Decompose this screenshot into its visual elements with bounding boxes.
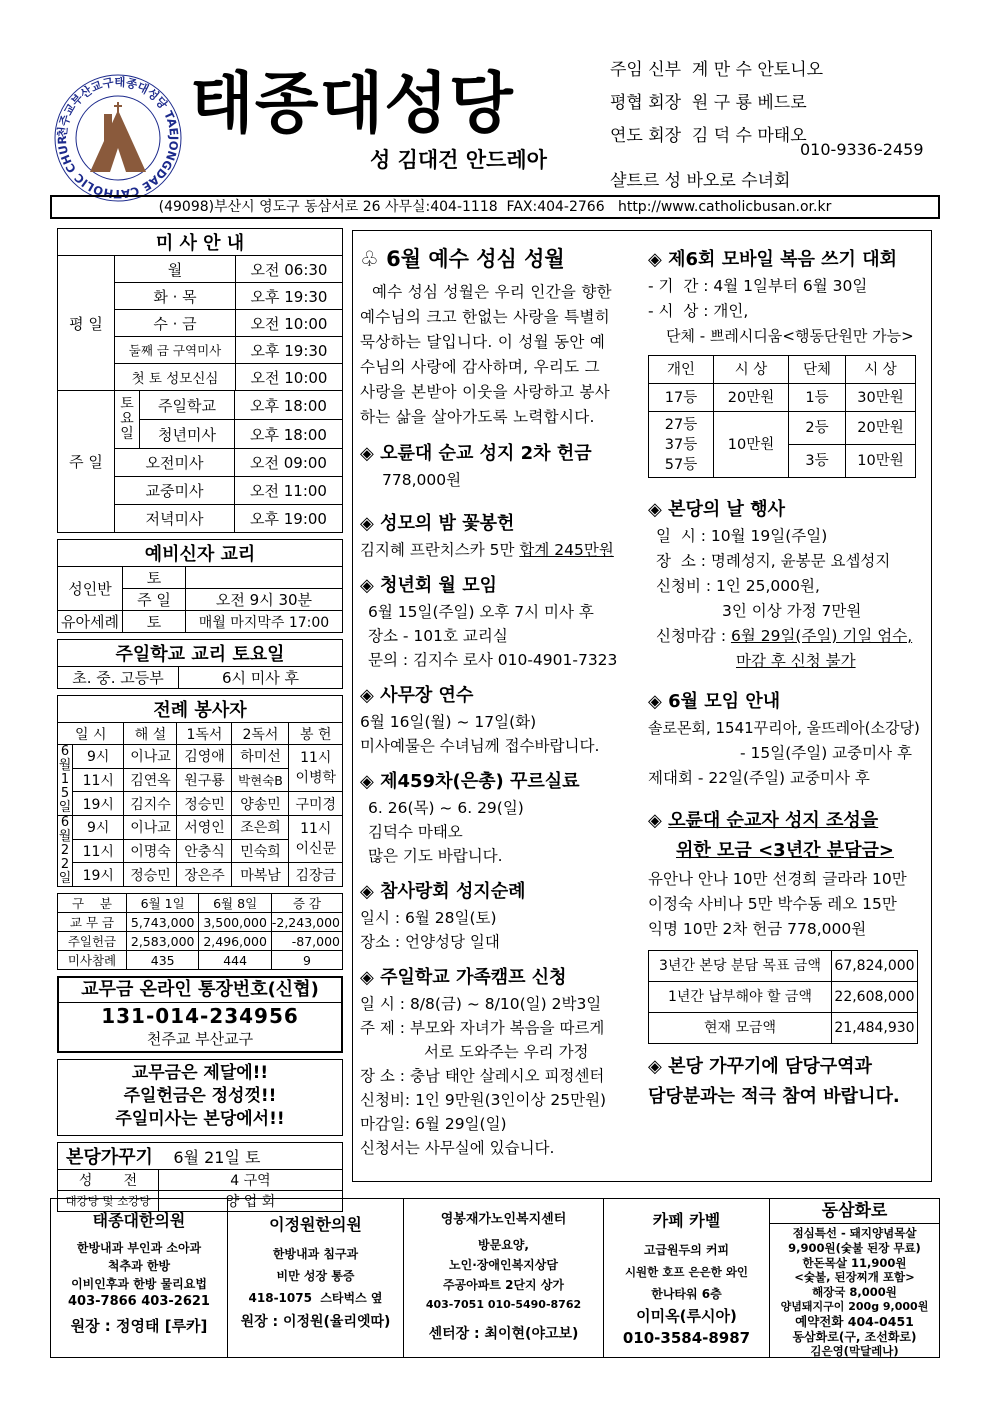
ads-row (50, 1198, 940, 1358)
clover-icon: ♧ (360, 247, 379, 271)
prize-rank: 37등 (664, 436, 698, 453)
offering-time: 11시 (300, 821, 332, 838)
liturgy-date-text: 6월22일 (58, 815, 72, 886)
ad-dongsam-hwaro (770, 1198, 940, 1358)
liturgy-header: 2독서 (232, 723, 289, 745)
prize-ranks (649, 412, 714, 478)
section-mobile (648, 246, 928, 274)
fund-value: 21,484,930 (832, 1013, 918, 1044)
section-title: 제6회 모바일 복음 쓰기 대회 (668, 249, 897, 270)
ad-line: 노인·장애인복지상담 (449, 1258, 558, 1272)
feast-line: 장 소 : 명례성지, 윤봉문 요셉성지 (656, 552, 891, 570)
section-flower (360, 510, 642, 538)
fund-label: 현재 모금액 (649, 1013, 832, 1044)
feast-line: 일 시 : 10월 19일(주일) (656, 527, 828, 545)
sisters: 샬트르 성 바오로 수녀회 (610, 171, 791, 191)
section-pilgrim (360, 878, 642, 906)
prize-cell: 17등 (649, 384, 714, 412)
flower-text (360, 538, 642, 562)
section-title: 6월 모임 안내 (668, 691, 781, 712)
notice-line: 담당분과는 적극 참여 바랍니다. (648, 1086, 900, 1107)
ad-line: 한방내과 부인과 소아과 (76, 1241, 202, 1255)
sacristan-line: 미사예물은 수녀님께 접수바랍니다. (360, 737, 600, 755)
section-title: 오륜대 순교 성지 2차 헌금 (380, 443, 592, 464)
youth-line: 6월 15일(주일) 오후 7시 미사 후 (368, 603, 594, 621)
liturgy-cell: 서영인 (177, 816, 232, 840)
feast-line: 마감 후 신청 불가 (736, 652, 856, 670)
prize-header: 단체 (789, 356, 846, 384)
donor-line: 이정숙 사비나 5만 박수동 레오 15만 (648, 895, 897, 913)
ad-line: 9,900원(숯불 된장 무료) (788, 1240, 921, 1255)
oryundae2-amount: 778,000원 (382, 471, 462, 489)
youth-line: 장소 - 101호 교리실 (368, 627, 508, 645)
mass-time: 오후 18:00 (235, 420, 343, 449)
ad-line: 방문요양, (478, 1238, 529, 1252)
section-feast (648, 496, 928, 524)
diamond-icon: ◈ (648, 499, 662, 520)
liturgy-cell: 이나교 (124, 745, 177, 769)
ad-owner: 원장 : 이정원(율리엣따) (240, 1314, 391, 1330)
diamond-icon: ◈ (648, 691, 662, 712)
ad-owner: 원장 : 정영태 [루카] (70, 1317, 208, 1335)
liturgy-date (58, 745, 73, 816)
ad-line: 이비인후과 한방 물리요법 (71, 1277, 207, 1291)
finance-cell: 3,500,000 (199, 913, 271, 932)
fund-value: 67,824,000 (832, 951, 918, 982)
ad-line: 403-7051 010-5490-8762 (425, 1298, 582, 1311)
cleaning-title: 본당가꾸기 (66, 1147, 153, 1168)
camp-line: 주 제 : 부모와 자녀가 복음을 따르게 (360, 1019, 605, 1037)
liturgy-date-text: 6월15일 (58, 744, 72, 815)
cleaning-date: 6월 21일 토 (173, 1148, 261, 1167)
ad-line: 고급원두의 커피 (643, 1243, 730, 1257)
liturgy-cell: 11시 (73, 768, 124, 792)
feast-deadline-date: 6월 29일(주일) 기일 엄수, (730, 627, 913, 645)
meeting-line: - 15일(주일) 교중미사 후 (740, 744, 912, 762)
fund-label: 3년간 본당 분담 목표 금액 (649, 951, 832, 982)
ad-welfare-center (404, 1198, 604, 1358)
feast-deadline-label: 신청마감 : (656, 627, 731, 645)
mobile-prize-table (648, 355, 916, 478)
prize-cell: 3등 (789, 445, 846, 478)
slogan-line: 주일미사는 본당에서!! (115, 1109, 285, 1129)
prize-header: 시 상 (846, 356, 916, 384)
mass-time: 오전 09:00 (235, 449, 343, 477)
finance-table (57, 893, 343, 970)
cursillo-line: 많은 기도 바랍니다. (368, 847, 503, 865)
sunday-school-who: 초. 중. 고등부 (58, 667, 179, 689)
ad-line: 척추과 한방 (107, 1259, 171, 1273)
liturgy-header: 일 시 (58, 723, 124, 745)
cleaning-group: 4 구역 (159, 1170, 343, 1191)
ad-line: 비만 성장 통증 (276, 1269, 355, 1283)
section-title-2: 위한 모금 <3년간 분담금> (676, 840, 894, 861)
section-oryundae (648, 807, 928, 835)
body-line: 수님의 사랑에 감사하며, 우리도 그 (360, 358, 600, 376)
mass-day: 오전미사 (115, 449, 235, 477)
mass-time: 오후 19:30 (236, 283, 343, 310)
infant-baptism: 유아세례 (58, 611, 123, 633)
liturgy-title: 전례 봉사자 (58, 696, 343, 723)
slogan-line: 교무금은 제달에!! (131, 1063, 269, 1083)
svg-text:천주교부산교구태종대성당 TAEJONGDAE CATHOL: 천주교부산교구태종대성당 TAEJONGDAE CATHOLIC CHUR (54, 74, 182, 202)
ad-name: 카페 카벨 (652, 1211, 721, 1230)
ad-cafe-kabel (604, 1198, 770, 1358)
mass-time: 오전 06:30 (236, 256, 343, 283)
mass-time: 오전 11:00 (235, 477, 343, 505)
prize-cell: 20만원 (846, 412, 916, 445)
offering-name: 이신문 (295, 841, 337, 858)
section-title: 사무장 연수 (380, 685, 474, 706)
prize-cell: 10만원 (714, 412, 789, 478)
liturgy-cell: 김지수 (124, 792, 177, 816)
ad-line: 점심특선 - 돼지양념목살 (792, 1226, 917, 1240)
section-title: 청년회 월 모임 (380, 575, 497, 596)
offering-name: 구미경 (289, 792, 343, 816)
ad-line: 주공아파트 2단지 상가 (442, 1278, 565, 1292)
diamond-icon: ◈ (648, 249, 662, 270)
flower-donor: 김지혜 프란치스카 5만 (360, 541, 520, 559)
liturgy-cell: 양송민 (232, 792, 289, 816)
section-camp (360, 964, 642, 992)
church-title: 태종대성당 (190, 65, 514, 142)
camp-line: 장 소 : 충남 태안 살레시오 피정센터 (360, 1067, 605, 1085)
saturday-label-text: 토요일 (120, 396, 134, 442)
ad-line: 403-7866 403-2621 (68, 1294, 210, 1309)
catechumen-day: 토 (123, 611, 186, 633)
mass-time: 오전 10:00 (236, 310, 343, 337)
account-number: 131-014-234956 (101, 1004, 299, 1028)
account-box (57, 976, 343, 1053)
ad-line: 예약전화 404-0451 (795, 1313, 914, 1329)
section-title: 주일학교 가족캠프 신청 (380, 967, 567, 988)
address-text: (49098)부산시 영도구 동삼서로 26 사무실:404-1118 FAX:404-2766 http://www.catholicbusan.or.kr (158, 199, 832, 215)
offering-time: 11시 (300, 750, 332, 767)
ad-name: 영봉재가노인복지센터 (440, 1212, 567, 1227)
mass-time: 오후 18:00 (235, 391, 343, 420)
camp-line: 일 시 : 8/8(금) ~ 8/10(일) 2박3일 (360, 995, 602, 1013)
ad-line: 한나타워 6층 (651, 1287, 722, 1301)
ad-line: 김은영(막달레나) (810, 1344, 899, 1359)
mass-day: 첫 토 성모신심 (115, 364, 236, 391)
staff-pastor: 주임 신부 계 만 수 안토니오 (610, 60, 824, 80)
address-bar (50, 195, 940, 219)
liturgy-cell: 9시 (73, 816, 124, 840)
finance-header: 구 분 (58, 894, 127, 913)
liturgy-cell: 하미선 (232, 745, 289, 769)
liturgy-header: 봉 헌 (289, 723, 343, 745)
mobile-line: - 기 간 : 4월 1일부터 6월 30일 (648, 277, 868, 295)
meeting-line: 솔로몬회, 1541꾸리아, 울뜨레아(소강당) (648, 719, 920, 737)
liturgy-cell: 이나교 (124, 816, 177, 840)
diamond-icon: ◈ (360, 685, 374, 706)
diamond-icon: ◈ (648, 810, 662, 831)
catechumen-blank (186, 567, 343, 589)
catechumen-table (57, 539, 343, 633)
section-sacristan (360, 682, 642, 710)
liturgy-header: 1독서 (177, 723, 232, 745)
mass-day: 청년미사 (140, 420, 235, 449)
ad-line: 시원한 호프 은은한 와인 (624, 1265, 749, 1279)
ad-hanui-taejongdae (50, 1198, 228, 1358)
ad-line: 한방내과 침구과 (272, 1247, 359, 1261)
mass-day: 저녁미사 (115, 505, 235, 533)
diamond-icon: ◈ (648, 1056, 662, 1077)
section-title: 참사랑회 성지순례 (380, 881, 526, 902)
mass-time: 오후 19:00 (235, 505, 343, 533)
finance-cell: 2,583,000 (126, 932, 198, 951)
ad-line: 418-1075 스타벅스 옆 (248, 1291, 383, 1305)
fund-value: 22,608,000 (832, 982, 918, 1013)
diamond-icon: ◈ (360, 575, 374, 596)
diamond-icon: ◈ (360, 881, 374, 902)
liturgy-cell: 정승민 (177, 792, 232, 816)
ad-owner: 센터장 : 최이현(야고보) (428, 1326, 579, 1342)
ad-line: 한돈목살 11,900원 (802, 1255, 907, 1270)
cursillo-line: 김덕수 마태오 (368, 823, 463, 841)
section-meetings (648, 688, 928, 716)
notice (648, 1052, 928, 1112)
liturgy-offering (289, 745, 343, 792)
catechumen-time: 오전 9시 30분 (186, 589, 343, 611)
liturgy-cell: 김영애 (177, 745, 232, 769)
section-youth (360, 572, 642, 600)
patron-saint: 성 김대건 안드레아 (370, 148, 547, 172)
prize-cell: 20만원 (714, 384, 789, 412)
fund-label: 1년간 납부해야 할 금액 (649, 982, 832, 1013)
mass-day: 수 · 금 (115, 310, 236, 337)
camp-line: 마감일: 6월 29일(일) (360, 1115, 507, 1133)
cleaning-header (58, 1143, 343, 1170)
left-column (57, 228, 343, 1212)
liturgy-header: 해 설 (124, 723, 177, 745)
oryundae-table (648, 950, 918, 1044)
mass-day: 주일학교 (140, 391, 235, 420)
sunday-mass-table (57, 390, 343, 533)
ad-phone: 010-3584-8987 (622, 1329, 751, 1347)
sunday-school-table (57, 639, 343, 689)
diamond-icon: ◈ (360, 771, 374, 792)
prize-cell: 30만원 (846, 384, 916, 412)
ad-name: 태종대한의원 (92, 1211, 186, 1230)
sacred-heart-body (360, 280, 642, 430)
feast-line: 신청비 : 1인 25,000원, (656, 577, 820, 595)
finance-header: 6월 8일 (199, 894, 271, 913)
donor-line: 익명 10만 2차 헌금 778,000원 (648, 920, 867, 938)
finance-cell: -2,243,000 (271, 913, 342, 932)
body-line: 하는 삶을 살아가도록 노력합시다. (360, 408, 595, 426)
mass-table (57, 228, 343, 391)
body-line: 예수 성심 성월은 우리 인간을 향한 (372, 283, 612, 301)
prize-cell: 1등 (789, 384, 846, 412)
mass-title: 미 사 안 내 (58, 229, 343, 256)
section-title: 제459차(은총) 꾸르실료 (380, 771, 580, 792)
ad-hanui-ijeongwon (228, 1198, 404, 1358)
camp-line: 서로 도와주는 우리 가정 (424, 1043, 589, 1061)
sacred-heart-title-text: 6월 예수 성심 성월 (386, 247, 565, 271)
adult-class: 성인반 (58, 567, 123, 611)
liturgy-cell: 박현숙B (232, 768, 289, 792)
finance-cell: 9 (271, 951, 342, 970)
meeting-line: 제대회 - 22일(주일) 교중미사 후 (648, 769, 870, 787)
slogan-box (57, 1059, 343, 1136)
finance-cell: 5,743,000 (126, 913, 198, 932)
liturgy-offering (289, 816, 343, 863)
ad-line: 해장국 8,000원 (812, 1285, 897, 1300)
donor-line: 유안나 안나 10만 선경희 글라라 10만 (648, 870, 907, 888)
church-seal (52, 72, 184, 204)
liturgy-cell: 마복남 (232, 863, 289, 887)
pilgrim-line: 일시 : 6월 28일(토) (360, 909, 497, 927)
cleaning-place: 성 전 (58, 1170, 159, 1191)
liturgy-date (58, 816, 73, 887)
staff-phone: 010-9336-2459 (800, 140, 924, 159)
feast-deadline (648, 624, 928, 649)
prize-rank: 27등 (664, 416, 698, 433)
liturgy-cell: 정승민 (124, 863, 177, 887)
body-line: 묵상하는 달입니다. 이 성월 동안 예 (360, 333, 606, 351)
mass-day: 월 (115, 256, 236, 283)
flower-total: 합계 245만원 (519, 541, 614, 559)
finance-header: 6월 1일 (126, 894, 198, 913)
section-title: 본당의 날 행사 (668, 499, 785, 520)
ad-line: <숯불, 된장찌개 포함> (794, 1270, 915, 1285)
catechumen-time: 매월 마지막주 17:00 (186, 611, 343, 633)
liturgy-cell: 19시 (73, 792, 124, 816)
notice-line: 본당 가꾸기에 담당구역과 (668, 1056, 872, 1077)
cleaning-place: 대강당 및 소강당 (58, 1191, 159, 1212)
finance-cell: 2,496,000 (199, 932, 271, 951)
saturday-label (115, 391, 140, 449)
prize-header: 시 상 (714, 356, 789, 384)
account-title: 교무금 온라인 통장번호(신협) (59, 978, 341, 1003)
sacristan-line: 6월 16일(월) ~ 17일(화) (360, 713, 537, 731)
liturgy-cell: 민숙희 (232, 839, 289, 863)
diamond-icon: ◈ (360, 513, 374, 534)
catechumen-day: 토 (123, 567, 186, 589)
sunday-school-time: 6시 미사 후 (179, 667, 343, 689)
offering-name: 김장금 (289, 863, 343, 887)
liturgy-cell: 19시 (73, 863, 124, 887)
sacred-heart-title (360, 244, 642, 274)
liturgy-cell: 조은희 (232, 816, 289, 840)
sunday-label: 주 일 (58, 391, 115, 533)
liturgy-table (57, 695, 343, 887)
cleaning-group: 양 업 회 (159, 1191, 343, 1212)
cursillo-line: 6. 26(목) ~ 6. 29(일) (368, 799, 524, 817)
offering-name: 이병학 (295, 770, 337, 787)
feast-line: 3인 이상 가정 7만원 (722, 602, 862, 620)
liturgy-cell: 이명숙 (124, 839, 177, 863)
slogan-line: 주일헌금은 정성껏!! (123, 1086, 277, 1106)
prize-rank: 57등 (664, 456, 698, 473)
section-title: 오륜대 순교자 성지 조성을 (668, 810, 879, 831)
liturgy-cell: 장은주 (177, 863, 232, 887)
staff-council: 평협 회장 원 구 룡 베드로 (610, 93, 807, 113)
body-line: 사랑을 본받아 이웃을 사랑하고 봉사 (360, 383, 611, 401)
ad-name: 이정원한의원 (269, 1215, 362, 1234)
mobile-line: 단체 - 쁘레시디움<행동단원만 가능> (666, 327, 914, 345)
mobile-line: - 시 상 : 개인, (648, 302, 749, 320)
account-owner: 천주교 부산교구 (146, 1030, 254, 1048)
ad-owner: 이미옥(루시아) (636, 1307, 737, 1325)
finance-cell: 444 (199, 951, 271, 970)
section-title: 성모의 밤 꽃봉헌 (380, 513, 515, 534)
catechumen-title: 예비신자 교리 (58, 540, 343, 567)
finance-cell: 교 무 금 (58, 913, 127, 932)
liturgy-cell: 김연옥 (124, 768, 177, 792)
finance-cell: 435 (126, 951, 198, 970)
weekday-label: 평 일 (58, 256, 115, 391)
camp-line: 신청비: 1인 9만원(3인이상 25만원) (360, 1091, 607, 1109)
mass-day: 화 · 목 (115, 283, 236, 310)
ad-line: 양념돼지구이 200g 9,000원 (780, 1299, 929, 1313)
finance-header: 증 감 (271, 894, 342, 913)
liturgy-cell: 9시 (73, 745, 124, 769)
pilgrim-line: 장소 : 언양성당 일대 (360, 933, 500, 951)
diamond-icon: ◈ (360, 967, 374, 988)
mass-time: 오후 19:30 (236, 337, 343, 364)
prize-cell: 2등 (789, 412, 846, 445)
right-column (648, 246, 928, 1112)
finance-cell: -87,000 (271, 932, 342, 951)
prize-header: 개인 (649, 356, 714, 384)
youth-line: 문의 : 김지수 로사 010-4901-7323 (368, 651, 618, 669)
staff-yeondo: 연도 회장 김 덕 수 마태오 (610, 126, 807, 146)
diamond-icon: ◈ (360, 443, 374, 464)
middle-column (360, 244, 642, 1160)
catechumen-day: 주 일 (123, 589, 186, 611)
liturgy-cell: 11시 (73, 839, 124, 863)
liturgy-cell: 안충식 (177, 839, 232, 863)
section-cursillo (360, 768, 642, 796)
ad-name: 동삼화로 (770, 1199, 939, 1224)
mass-day: 둘째 금 구역미사 (115, 337, 236, 364)
camp-line: 신청서는 사무실에 있습니다. (360, 1139, 555, 1157)
section-oryundae2 (360, 440, 642, 468)
finance-cell: 미사참례 (58, 951, 127, 970)
mass-day: 교중미사 (115, 477, 235, 505)
liturgy-cell: 원구룡 (177, 768, 232, 792)
sunday-school-title: 주일학교 교리 토요일 (58, 640, 343, 667)
ad-line: 동삼화로(구, 조선화로) (792, 1329, 917, 1344)
mass-time: 오전 10:00 (236, 364, 343, 391)
prize-cell: 10만원 (846, 445, 916, 478)
staff-list (610, 54, 823, 153)
body-line: 예수님의 크고 한없는 사랑을 특별히 (360, 308, 611, 326)
finance-cell: 주일헌금 (58, 932, 127, 951)
